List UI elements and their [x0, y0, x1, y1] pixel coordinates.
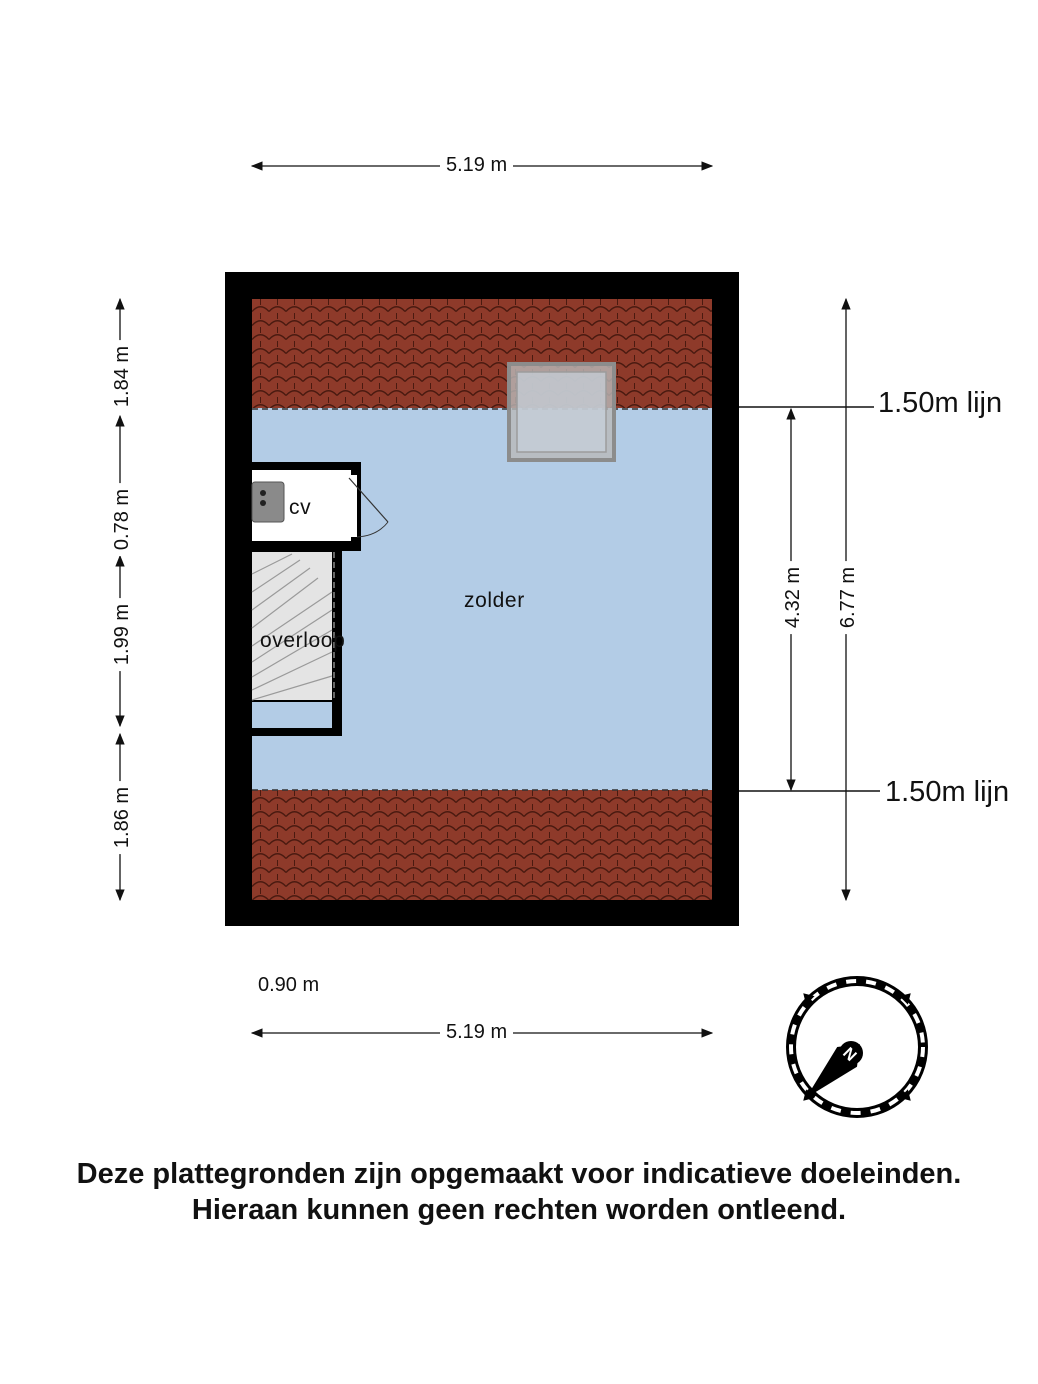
- room-label-overloop: overloop: [260, 629, 346, 652]
- dim-left-segment-1: 1.84 m: [111, 340, 134, 413]
- roof-tiles-top: [252, 299, 712, 408]
- dim-left-segment-2: 0.78 m: [111, 483, 134, 556]
- dim-inner-height: 4.32 m: [782, 561, 805, 634]
- compass-north-icon: [750, 940, 965, 1155]
- height-line-lower-label: 1.50m lijn: [885, 776, 1010, 808]
- dim-total-height: 6.77 m: [837, 561, 860, 634]
- svg-text:N: N: [839, 1044, 860, 1065]
- dim-bottom-width: 5.19 m: [440, 1021, 513, 1044]
- boiler-icon: [252, 482, 284, 522]
- dim-left-segment-3: 1.99 m: [111, 598, 134, 671]
- room-label-zolder: zolder: [464, 589, 525, 612]
- dim-top-width: 5.19 m: [440, 154, 513, 177]
- dim-small-width: 0.90 m: [258, 974, 320, 996]
- dim-left-segment-4: 1.86 m: [111, 781, 134, 854]
- skylight-window-icon: [509, 364, 614, 460]
- roof-tiles-bottom: [252, 790, 712, 900]
- disclaimer-line-2: Hieraan kunnen geen rechten worden ontleend.: [191, 1194, 847, 1226]
- room-label-cv: cv: [289, 496, 312, 519]
- height-line-upper-label: 1.50m lijn: [878, 387, 1003, 419]
- disclaimer-line-1: Deze plattegronden zijn opgemaakt voor indicatieve doeleinden.: [76, 1158, 962, 1190]
